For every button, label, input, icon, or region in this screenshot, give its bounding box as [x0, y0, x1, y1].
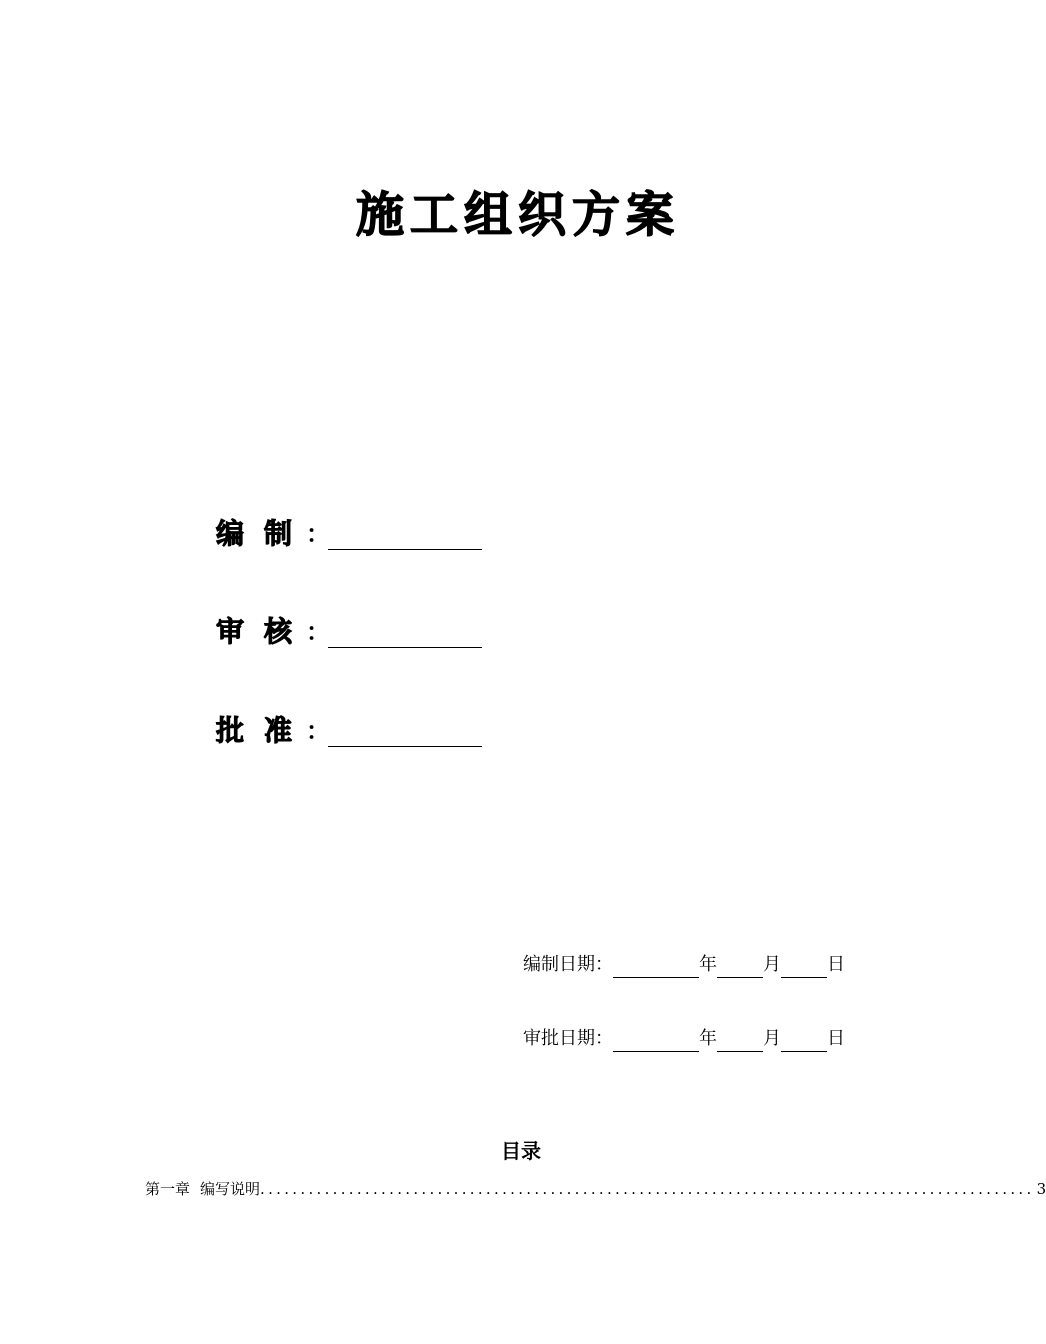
date-month-label: 月 — [763, 1028, 781, 1049]
toc-leader-dots: ................................................................................................ — [260, 1180, 1035, 1198]
date-day-label: 日 — [827, 954, 845, 975]
signature-blank-compile[interactable] — [328, 519, 482, 550]
date-year-label: 年 — [699, 954, 717, 975]
toc-entry[interactable] — [145, 1178, 1046, 1200]
signature-colon: ： — [306, 716, 330, 745]
date-label-compile: 编制日期： — [523, 954, 613, 975]
signature-row-compile — [216, 512, 482, 552]
date-year-blank[interactable] — [613, 1031, 699, 1052]
signature-label-review: 审核 — [216, 615, 313, 648]
signature-row-review — [216, 610, 482, 650]
date-day-blank[interactable] — [781, 957, 827, 978]
signature-colon: ： — [306, 519, 330, 548]
date-day-label: 日 — [827, 1028, 845, 1049]
date-month-blank[interactable] — [717, 957, 763, 978]
signature-label-compile: 编制 — [216, 517, 313, 550]
date-day-blank[interactable] — [781, 1031, 827, 1052]
document-title: 施工组织方案 — [355, 187, 680, 243]
signature-row-approve — [216, 709, 482, 749]
toc-title: 目录 — [501, 1139, 541, 1163]
toc-entry-chapter: 第一章 — [145, 1180, 191, 1198]
date-row-compile — [523, 952, 845, 978]
date-year-blank[interactable] — [613, 957, 699, 978]
date-label-approve: 审批日期： — [523, 1028, 613, 1049]
toc-entry-name: 编写说明 — [200, 1180, 261, 1198]
date-month-blank[interactable] — [717, 1031, 763, 1052]
toc-entry-page: 3 — [1036, 1180, 1046, 1198]
date-year-label: 年 — [699, 1028, 717, 1049]
date-month-label: 月 — [763, 954, 781, 975]
signature-colon: ： — [306, 617, 330, 646]
signature-blank-approve[interactable] — [328, 716, 482, 747]
date-row-approve — [523, 1026, 845, 1052]
signature-label-approve: 批准 — [216, 714, 313, 747]
signature-blank-review[interactable] — [328, 617, 482, 648]
